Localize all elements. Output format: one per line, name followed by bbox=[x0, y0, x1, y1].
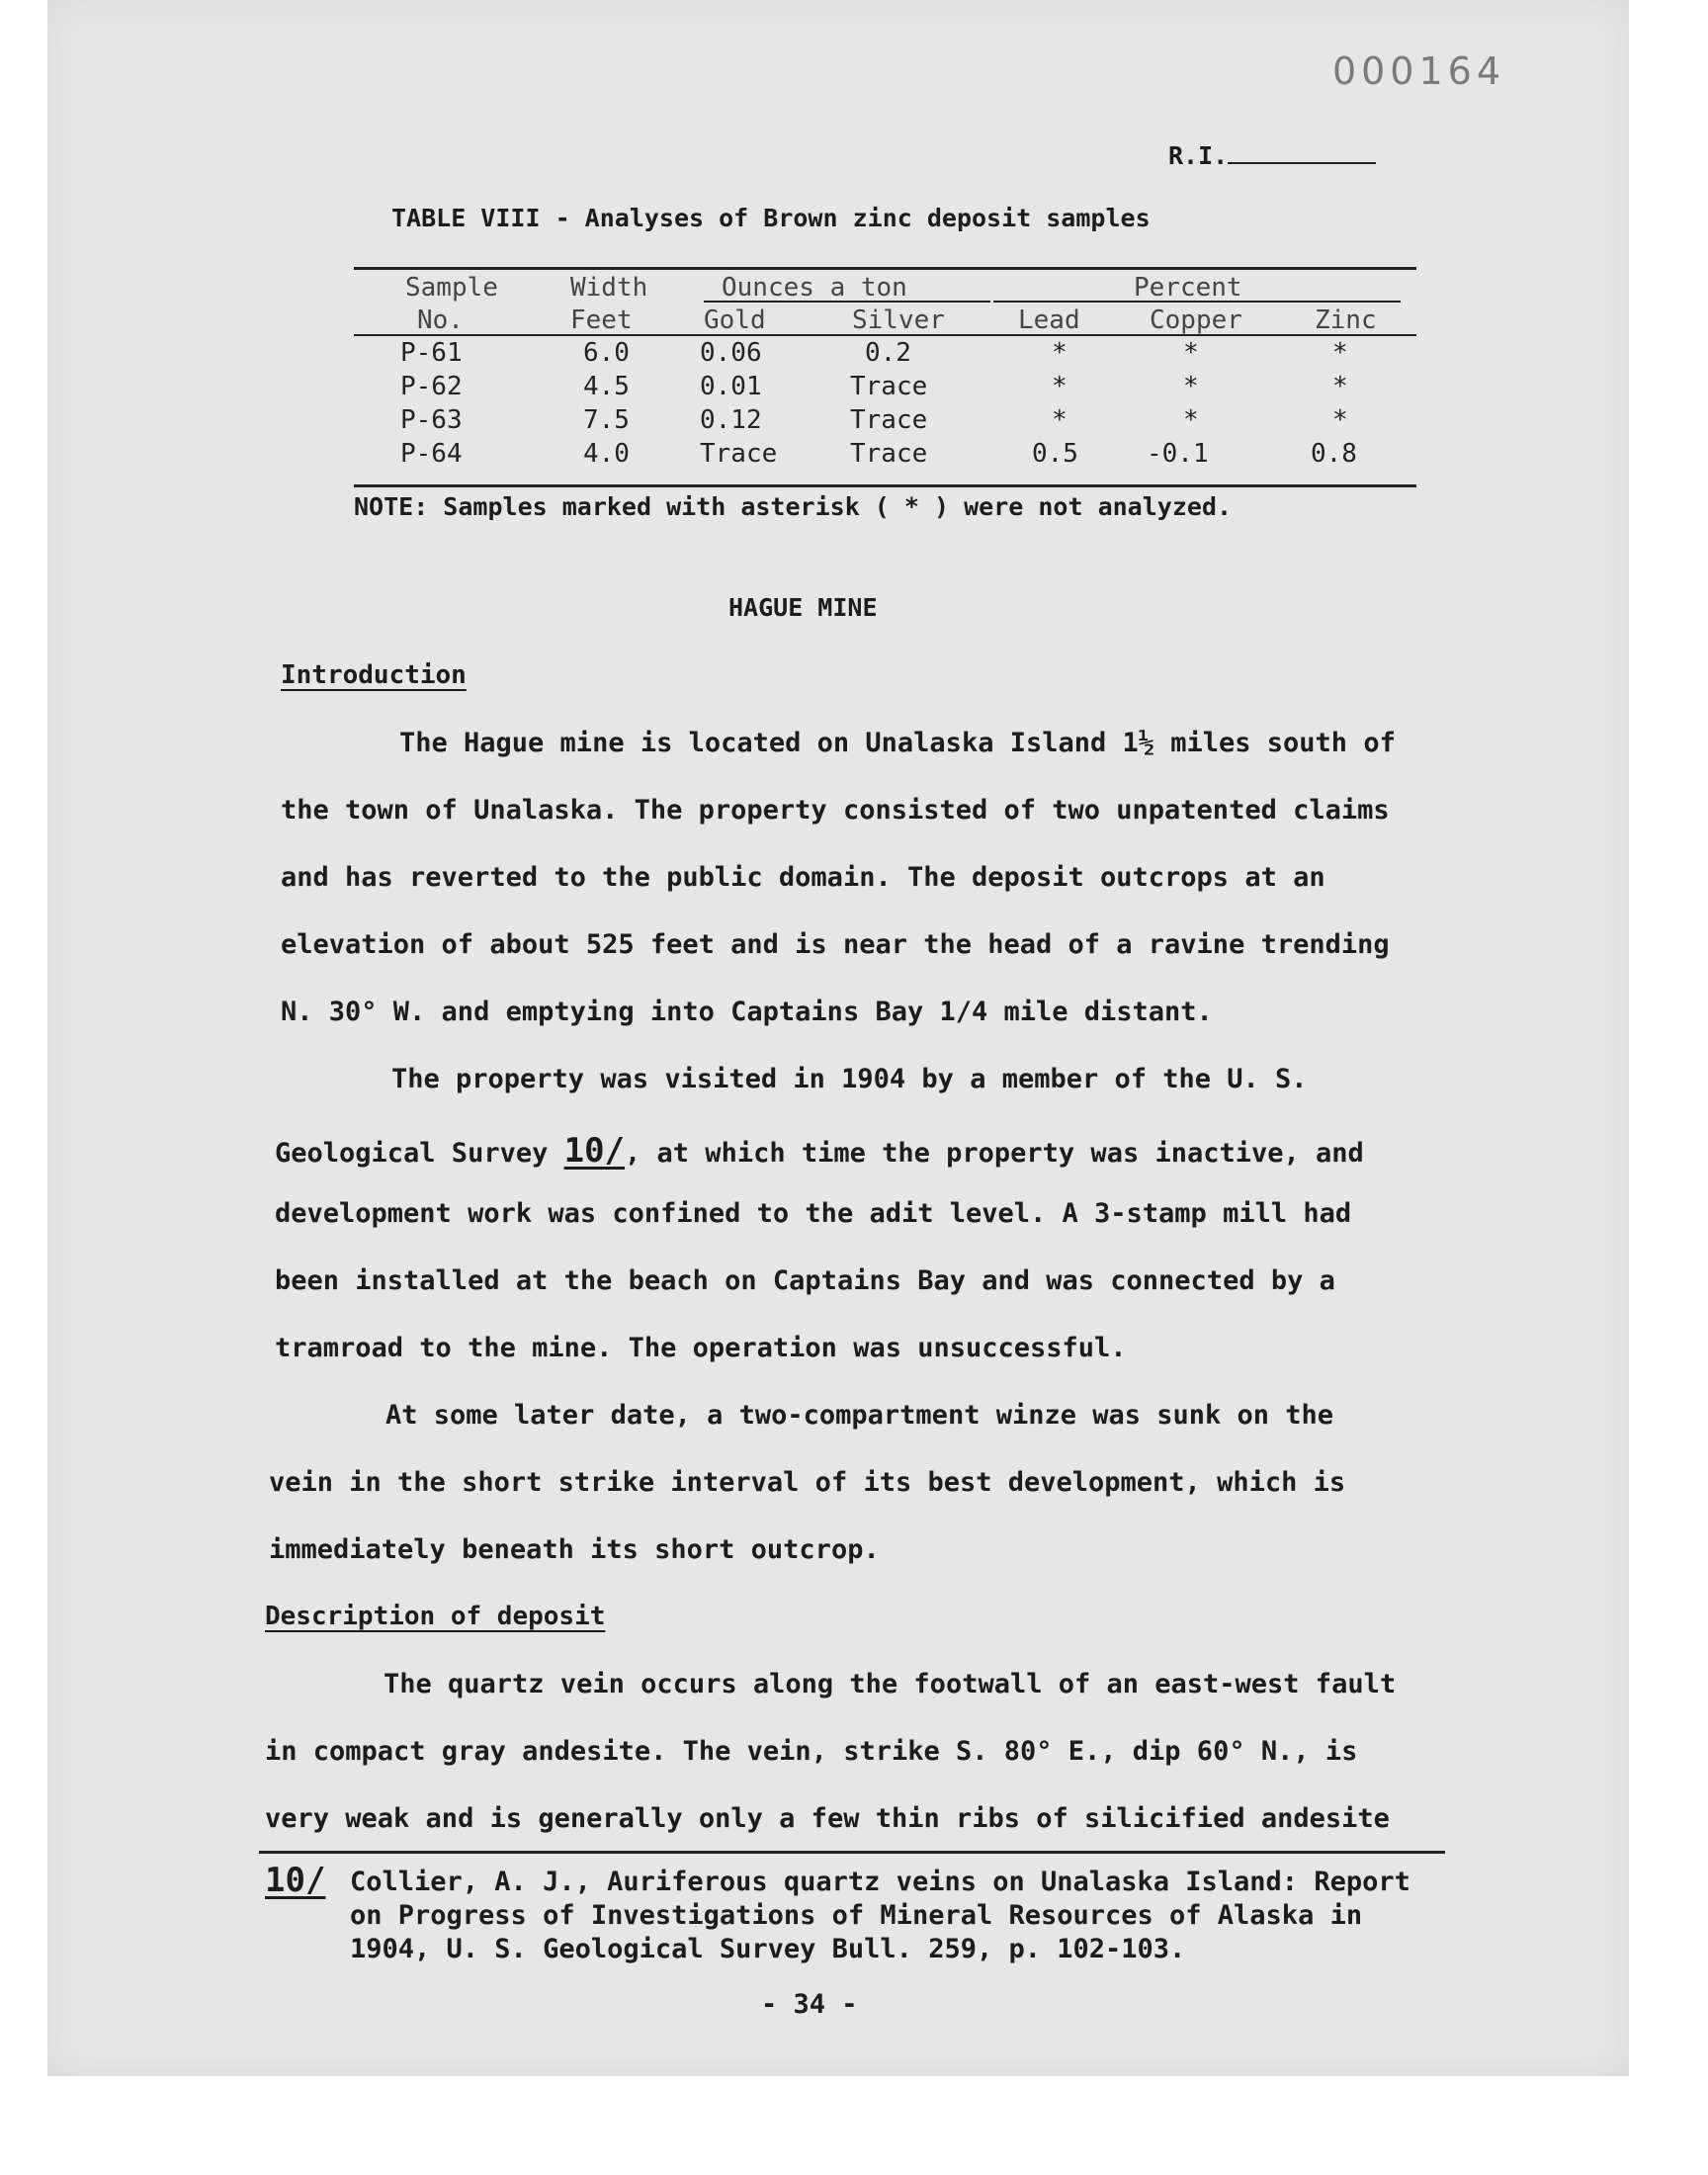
header-percent: Percent bbox=[1134, 273, 1242, 303]
intro-line: immediately beneath its short outcrop. bbox=[269, 1534, 880, 1565]
description-line: very weak and is generally only a few thin ribs of silicified andesite bbox=[265, 1803, 1390, 1834]
intro-line: been installed at the beach on Captains Bay and was connected by a bbox=[275, 1265, 1335, 1296]
header-lead: Lead bbox=[1018, 305, 1080, 335]
table-note: NOTE: Samples marked with asterisk ( * ) were not analyzed. bbox=[354, 492, 1233, 521]
header-sample: Sample bbox=[405, 273, 498, 303]
introduction-heading: Introduction bbox=[281, 660, 467, 690]
cell-lead: 0.5 bbox=[1032, 439, 1078, 469]
cell-silver: Trace bbox=[850, 439, 928, 469]
cell-zinc: 0.8 bbox=[1311, 439, 1357, 469]
header-sample-no: No. bbox=[417, 305, 464, 335]
description-line: The quartz vein occurs along the footwall of an east-west fault bbox=[384, 1669, 1397, 1699]
footnote-line: on Progress of Investigations of Mineral Resources of Alaska in bbox=[350, 1900, 1363, 1931]
cell-gold: Trace bbox=[700, 439, 778, 469]
cell-width: 6.0 bbox=[583, 338, 630, 368]
cell-gold: 0.01 bbox=[700, 372, 762, 401]
header-zinc: Zinc bbox=[1315, 305, 1377, 335]
cell-copper: * bbox=[1183, 338, 1199, 368]
cell-silver: 0.2 bbox=[865, 338, 911, 368]
cell-zinc: * bbox=[1332, 338, 1348, 368]
intro-line: development work was confined to the adit level. A 3-stamp mill had bbox=[275, 1198, 1352, 1229]
section-title: HAGUE MINE bbox=[728, 593, 878, 622]
header-silver: Silver bbox=[852, 305, 945, 335]
intro-line: The property was visited in 1904 by a member of the U. S. bbox=[391, 1064, 1308, 1094]
document-stamp-number: 000164 bbox=[1331, 49, 1505, 93]
cell-lead: * bbox=[1052, 372, 1068, 401]
cell-lead: * bbox=[1052, 338, 1068, 368]
intro-line-with-footnote bbox=[275, 1131, 1364, 1171]
intro-line-text: , at which time the property was inactive, and bbox=[625, 1138, 1364, 1169]
cell-sample: P-62 bbox=[400, 372, 463, 401]
intro-line: N. 30° W. and emptying into Captains Bay 1/4 mile distant. bbox=[281, 997, 1213, 1027]
cell-sample: P-64 bbox=[400, 439, 463, 469]
intro-line: The Hague mine is located on Unalaska Island 1½ miles south of bbox=[399, 728, 1396, 758]
cell-width: 4.5 bbox=[583, 372, 630, 401]
intro-line: elevation of about 525 feet and is near the head of a ravine trending bbox=[281, 929, 1390, 960]
cell-zinc: * bbox=[1332, 405, 1348, 435]
cell-copper: -0.1 bbox=[1147, 439, 1209, 469]
header-width: Width bbox=[570, 273, 648, 303]
intro-line: At some later date, a two-compartment winze was sunk on the bbox=[385, 1400, 1334, 1431]
cell-gold: 0.12 bbox=[700, 405, 762, 435]
table-bottom-rule bbox=[354, 484, 1416, 487]
table-top-rule bbox=[354, 267, 1416, 270]
cell-copper: * bbox=[1183, 405, 1199, 435]
cell-silver: Trace bbox=[850, 372, 928, 401]
footnote-mark: 10/ bbox=[265, 1861, 326, 1900]
description-line: in compact gray andesite. The vein, strike S. 80° E., dip 60° N., is bbox=[265, 1736, 1358, 1767]
intro-line-text: Geological Survey bbox=[275, 1138, 549, 1169]
cell-sample: P-61 bbox=[400, 338, 463, 368]
cell-zinc: * bbox=[1332, 372, 1348, 401]
intro-line: vein in the short strike interval of its best development, which is bbox=[269, 1467, 1346, 1498]
footnote-rule bbox=[259, 1851, 1445, 1854]
page-number: - 34 - bbox=[761, 1989, 858, 2020]
cell-copper: * bbox=[1183, 372, 1199, 401]
header-feet: Feet bbox=[570, 305, 633, 335]
header-copper: Copper bbox=[1150, 305, 1242, 335]
cell-width: 7.5 bbox=[583, 405, 630, 435]
footnote-reference: 10/ bbox=[563, 1131, 626, 1171]
ri-label: R.I. bbox=[1168, 138, 1376, 170]
header-gold: Gold bbox=[704, 305, 766, 335]
cell-sample: P-63 bbox=[400, 405, 463, 435]
ri-blank-line bbox=[1228, 138, 1376, 164]
cell-silver: Trace bbox=[850, 405, 928, 435]
header-ounces-a-ton: Ounces a ton bbox=[722, 273, 907, 303]
cell-lead: * bbox=[1052, 405, 1068, 435]
intro-line: the town of Unalaska. The property consisted of two unpatented claims bbox=[281, 795, 1390, 826]
table-title: TABLE VIII - Analyses of Brown zinc deposit samples bbox=[391, 204, 1151, 232]
cell-gold: 0.06 bbox=[700, 338, 762, 368]
description-heading: Description of deposit bbox=[265, 1602, 606, 1631]
footnote-line: 1904, U. S. Geological Survey Bull. 259, p. 102-103. bbox=[350, 1934, 1186, 1964]
intro-line: and has reverted to the public domain. The deposit outcrops at an bbox=[281, 862, 1325, 893]
footnote-line: Collier, A. J., Auriferous quartz veins on Unalaska Island: Report bbox=[350, 1867, 1410, 1897]
intro-line: tramroad to the mine. The operation was unsuccessful. bbox=[275, 1333, 1127, 1363]
cell-width: 4.0 bbox=[583, 439, 630, 469]
